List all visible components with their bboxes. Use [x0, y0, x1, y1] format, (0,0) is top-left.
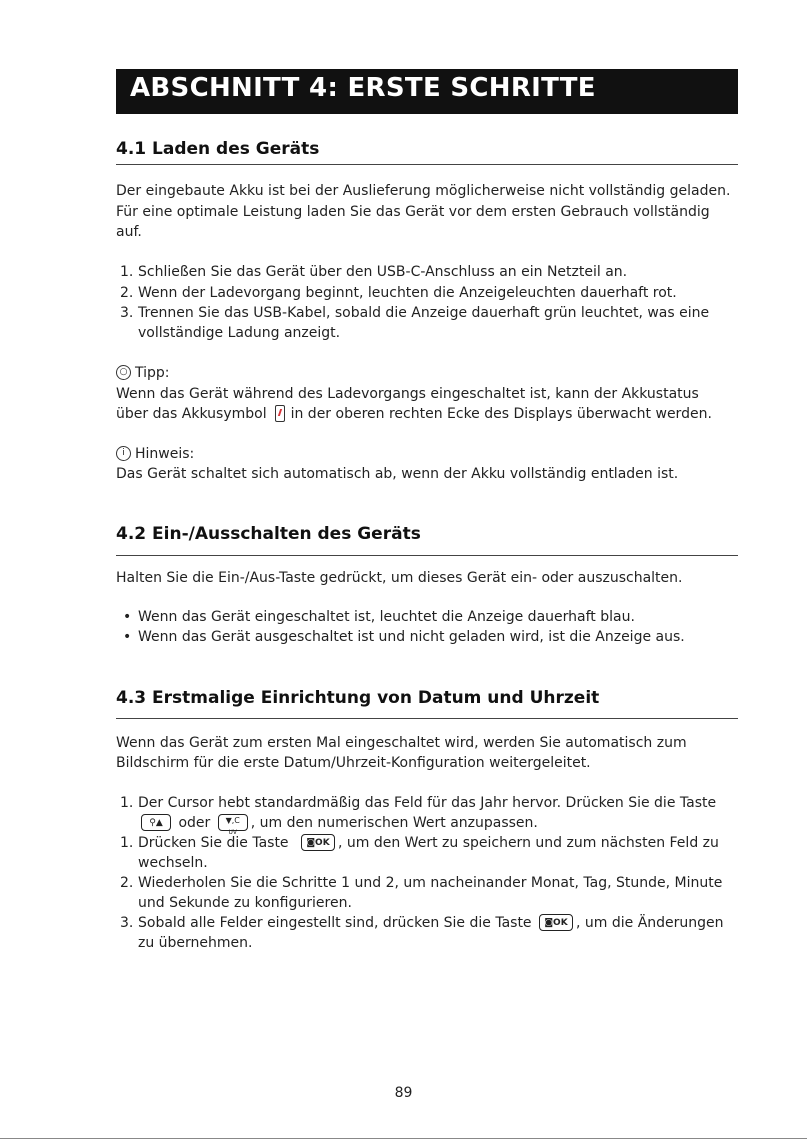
- list-item: Schließen Sie das Gerät über den USB-C-Anschluss an ein Netzteil an.: [138, 264, 628, 280]
- page-number: 89: [394, 1085, 413, 1101]
- list-item: Trennen Sie das USB-Kabel, sobald die Anzeige dauerhaft grün leuchtet, was eine: [138, 305, 710, 321]
- tip-icon: ○: [116, 365, 131, 380]
- paragraph-line: Halten Sie die Ein-/Aus-Taste gedrückt, um dieses Gerät ein- oder auszuschalten.: [116, 570, 683, 586]
- divider: [116, 718, 738, 719]
- list-text-part: oder: [178, 815, 211, 831]
- list-item-continued: [138, 813, 538, 836]
- list-number: 2.: [120, 875, 134, 891]
- list-number: 3.: [120, 915, 134, 931]
- key-label: ▼,C: [225, 815, 240, 825]
- list-number: 1.: [120, 264, 134, 280]
- list-item: [138, 833, 719, 853]
- camera-ok-key-icon: ◙OK: [539, 914, 573, 931]
- tip-label: Tipp:: [135, 365, 170, 381]
- list-text-part: Sobald alle Felder eingestellt sind, drücken Sie die Taste: [138, 915, 532, 931]
- section-title: ABSCHNITT 4: ERSTE SCHRITTE: [130, 73, 596, 103]
- list-number: 1.: [120, 795, 134, 811]
- divider: [116, 164, 738, 165]
- camera-ok-key-icon: ◙OK: [301, 834, 335, 851]
- note-label: Hinweis:: [135, 446, 195, 462]
- key-label: OK: [315, 837, 330, 848]
- paragraph-line: Für eine optimale Leistung laden Sie das Gerät vor dem ersten Gebrauch vollständig: [116, 204, 710, 220]
- battery-icon: [275, 405, 285, 422]
- list-item: Wiederholen Sie die Schritte 1 und 2, um nacheinander Monat, Tag, Stunde, Minute: [138, 875, 723, 891]
- key-sublabel: UV: [228, 828, 237, 836]
- tip-text: [116, 404, 712, 424]
- list-item: Wenn der Ladevorgang beginnt, leuchten die Anzeigeleuchten dauerhaft rot.: [138, 285, 677, 301]
- list-item: [138, 913, 724, 933]
- divider: [116, 555, 738, 556]
- heading-4-2: 4.2 Ein-/Ausschalten des Geräts: [116, 524, 421, 544]
- bullet-item: Wenn das Gerät ausgeschaltet ist und nicht geladen wird, ist die Anzeige aus.: [138, 629, 685, 645]
- heading-4-1: 4.1 Laden des Geräts: [116, 139, 320, 159]
- list-text-part: , um die Änderungen: [576, 915, 724, 931]
- down-c-key-icon: [218, 814, 248, 836]
- list-number: 2.: [120, 285, 134, 301]
- tip-heading: [116, 363, 170, 383]
- search-up-key-icon: ⚲▲: [141, 814, 171, 831]
- tip-text-part: über das Akkusymbol: [116, 406, 267, 422]
- note-text: Das Gerät schaltet sich automatisch ab, wenn der Akku vollständig entladen ist.: [116, 466, 679, 482]
- bullet-marker: •: [123, 609, 132, 625]
- list-text-part: , um den Wert zu speichern und zum nächsten Feld zu: [338, 835, 719, 851]
- paragraph-line: Der eingebaute Akku ist bei der Auslieferung möglicherweise nicht vollständig geladen.: [116, 183, 731, 199]
- tip-text-part: in der oberen rechten Ecke des Displays überwacht werden.: [290, 406, 712, 422]
- key-label: OK: [553, 917, 568, 928]
- bottom-divider: [0, 1138, 807, 1139]
- heading-4-3: 4.3 Erstmalige Einrichtung von Datum und Uhrzeit: [116, 688, 600, 708]
- list-item-continued: und Sekunde zu konfigurieren.: [138, 895, 352, 911]
- section-banner: [116, 69, 738, 114]
- list-item-continued: wechseln.: [138, 855, 208, 871]
- list-item-continued: zu übernehmen.: [138, 935, 253, 951]
- list-number: 1.: [120, 835, 134, 851]
- bullet-marker: •: [123, 629, 132, 645]
- bullet-item: Wenn das Gerät eingeschaltet ist, leuchtet die Anzeige dauerhaft blau.: [138, 609, 635, 625]
- list-text-part: , um den numerischen Wert anzupassen.: [250, 815, 538, 831]
- list-text-part: Drücken Sie die Taste: [138, 835, 289, 851]
- paragraph-line: Bildschirm für die erste Datum/Uhrzeit-Konfiguration weitergeleitet.: [116, 755, 591, 771]
- list-number: 3.: [120, 305, 134, 321]
- paragraph-line: auf.: [116, 224, 142, 240]
- info-icon: i: [116, 446, 131, 461]
- paragraph-line: Wenn das Gerät zum ersten Mal eingeschaltet wird, werden Sie automatisch zum: [116, 735, 687, 751]
- list-item: Der Cursor hebt standardmäßig das Feld für das Jahr hervor. Drücken Sie die Taste: [138, 795, 717, 811]
- note-heading: [116, 444, 194, 464]
- tip-text: Wenn das Gerät während des Ladevorgangs eingeschaltet ist, kann der Akkustatus: [116, 386, 699, 402]
- list-item-continued: vollständige Ladung anzeigt.: [138, 325, 341, 341]
- key-label: ▲: [155, 817, 163, 828]
